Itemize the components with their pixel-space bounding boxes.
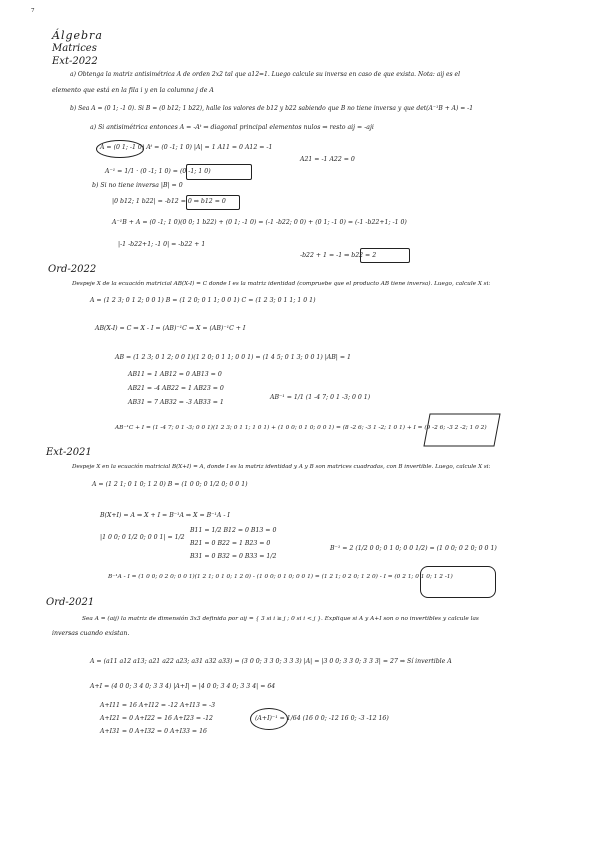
problem-statement: b) Sea A = (0 1; -1 0). Si B = (0 b12; 1 b22), halle los valores de b12 y b22 sabiendo que B no tiene inversa y que det(A⁻¹B + A) = -1 bbox=[70, 105, 474, 112]
solution-line: A+I21 = 0 A+I22 = 16 A+I23 = -12 bbox=[100, 715, 213, 722]
solution-line: a) Si antisimétrica entonces A = -Aᵗ ⇒ diagonal principal elementos nulos ⇒ resto aij = -aji bbox=[90, 124, 374, 131]
solution-line: A = (1 2 3; 0 1 2; 0 0 1) B = (1 2 0; 0 1 1; 0 0 1) C = (1 2 3; 0 1 1; 1 0 1) bbox=[90, 297, 316, 304]
section-heading: Ord-2021 bbox=[46, 597, 95, 608]
problem-statement: inversas cuando existan. bbox=[52, 630, 130, 637]
solution-line: B21 = 0 B22 = 1 B23 = 0 bbox=[190, 540, 271, 547]
solution-line: AB⁻¹C + I = (1 -4 7; 0 1 -3; 0 0 1)(1 2 3; 0 1 1; 1 0 1) + (1 0 0; 0 1 0; 0 0 1) = (8 -2 6; -3 1 -2; 1 0 1) + I = (9 -2 6; -3 2 -2; 1 0 2) bbox=[115, 425, 487, 431]
solution-line: A+I11 = 16 A+I12 = -12 A+I13 = -3 bbox=[100, 702, 216, 709]
solution-line: AB = (1 2 3; 0 1 2; 0 0 1)(1 2 0; 0 1 1; 0 0 1) = (1 4 5; 0 1 3; 0 0 1) |AB| = 1 bbox=[115, 354, 351, 361]
solution-line: B31 = 0 B32 = 0 B33 = 1/2 bbox=[190, 553, 277, 560]
solution-line: A+I = (4 0 0; 3 4 0; 3 3 4) |A+I| = |4 0 0; 3 4 0; 3 3 4| = 64 bbox=[90, 683, 276, 690]
page-subtitle: Matrices bbox=[52, 43, 97, 54]
solution-line: AB⁻¹ = 1/1 (1 -4 7; 0 1 -3; 0 0 1) bbox=[270, 394, 371, 401]
solution-line: b) Si no tiene inversa |B| = 0 bbox=[92, 182, 183, 189]
solution-line: AB11 = 1 AB12 = 0 AB13 = 0 bbox=[128, 371, 222, 378]
solution-line: A = (0 1; -1 0) Aᵗ = (0 -1; 1 0) |A| = 1 A11 = 0 A12 = -1 bbox=[100, 144, 273, 151]
problem-statement: a) Obtenga la matriz antisimétrica A de orden 2x2 tal que a12=1. Luego calcule su inversa en caso de que exista. Nota: aij es el bbox=[70, 71, 461, 78]
solution-line: A⁻¹ = 1/1 · (0 -1; 1 0) = (0 -1; 1 0) bbox=[105, 168, 211, 175]
circled-matrix-annotation bbox=[250, 708, 288, 730]
problem-statement: Despeje X en la ecuación matricial B(X+I) = A, donde I es la matriz identidad y A y B son matrices cuadradas, con B invertible. Luego, calcule X si: bbox=[72, 464, 491, 470]
boxed-answer bbox=[420, 566, 496, 598]
solution-line: B11 = 1/2 B12 = 0 B13 = 0 bbox=[190, 527, 277, 534]
section-heading: Ext-2022 bbox=[52, 56, 98, 67]
solution-line: |1 0 0; 0 1/2 0; 0 0 1| = 1/2 bbox=[100, 534, 185, 541]
corner-mark: 7 bbox=[31, 8, 35, 14]
solution-line: AB31 = 7 AB32 = -3 AB33 = 1 bbox=[128, 399, 224, 406]
problem-statement: Despeje X de la ecuación matricial AB(X-I) = C donde I es la matriz identidad (compruebe que el producto AB tiene inversa). Luego, calcule X si: bbox=[72, 281, 491, 287]
solution-line: |-1 -b22+1; -1 0| = -b22 + 1 bbox=[118, 241, 206, 248]
solution-line: A⁻¹B + A = (0 -1; 1 0)(0 0; 1 b22) + (0 1; -1 0) = (-1 -b22; 0 0) + (0 1; -1 0) = (-1 -b22+1; -1 0) bbox=[112, 219, 407, 226]
solution-line: B⁻¹ = 2 (1/2 0 0; 0 1 0; 0 0 1/2) = (1 0 0; 0 2 0; 0 0 1) bbox=[330, 545, 497, 552]
solution-line: |0 b12; 1 b22| = -b12 = 0 ⇒ b12 = 0 bbox=[112, 198, 226, 205]
solution-line: -b22 + 1 = -1 ⇒ b22 = 2 bbox=[300, 252, 377, 259]
solution-line: AB21 = -4 AB22 = 1 AB23 = 0 bbox=[128, 385, 224, 392]
solution-line: B(X+I) = A ⇒ X + I = B⁻¹A ⇒ X = B⁻¹A - I bbox=[100, 512, 230, 519]
solution-line: (A+I)⁻¹ = 1/64 (16 0 0; -12 16 0; -3 -12 16) bbox=[255, 715, 389, 722]
page-title: Álgebra bbox=[52, 29, 103, 42]
solution-line: A = (1 2 1; 0 1 0; 1 2 0) B = (1 0 0; 0 1/2 0; 0 0 1) bbox=[92, 481, 248, 488]
solution-line: B⁻¹A - I = (1 0 0; 0 2 0; 0 0 1)(1 2 1; 0 1 0; 1 2 0) - (1 0 0; 0 1 0; 0 0 1) = (1 2 1; 0 2 0; 1 2 0) - I = (0 2 1; 0 1 0; 1 2 -1) bbox=[108, 574, 453, 580]
solution-line: AB(X-I) = C ⇒ X - I = (AB)⁻¹C ⇒ X = (AB)⁻¹C + I bbox=[95, 325, 246, 332]
problem-statement: elemento que está en la fila i y en la columna j de A bbox=[52, 87, 214, 94]
section-heading: Ext-2021 bbox=[46, 447, 92, 458]
solution-line: A+I31 = 0 A+I32 = 0 A+I33 = 16 bbox=[100, 728, 207, 735]
problem-statement: Sea A = (aij) la matriz de dimensión 3x3 definida por aij = { 3 si i ≥ j ; 0 si i < j }. Explique si A y A+I son o no invertibles y calcule las bbox=[82, 616, 479, 622]
section-heading: Ord-2022 bbox=[48, 264, 97, 275]
solution-line: A21 = -1 A22 = 0 bbox=[300, 156, 355, 163]
solution-line: A = (a11 a12 a13; a21 a22 a23; a31 a32 a33) = (3 0 0; 3 3 0; 3 3 3) |A| = |3 0 0; 3 3 0; 3 3 3| = 27 ⇒ Sí invertible A bbox=[90, 658, 452, 665]
